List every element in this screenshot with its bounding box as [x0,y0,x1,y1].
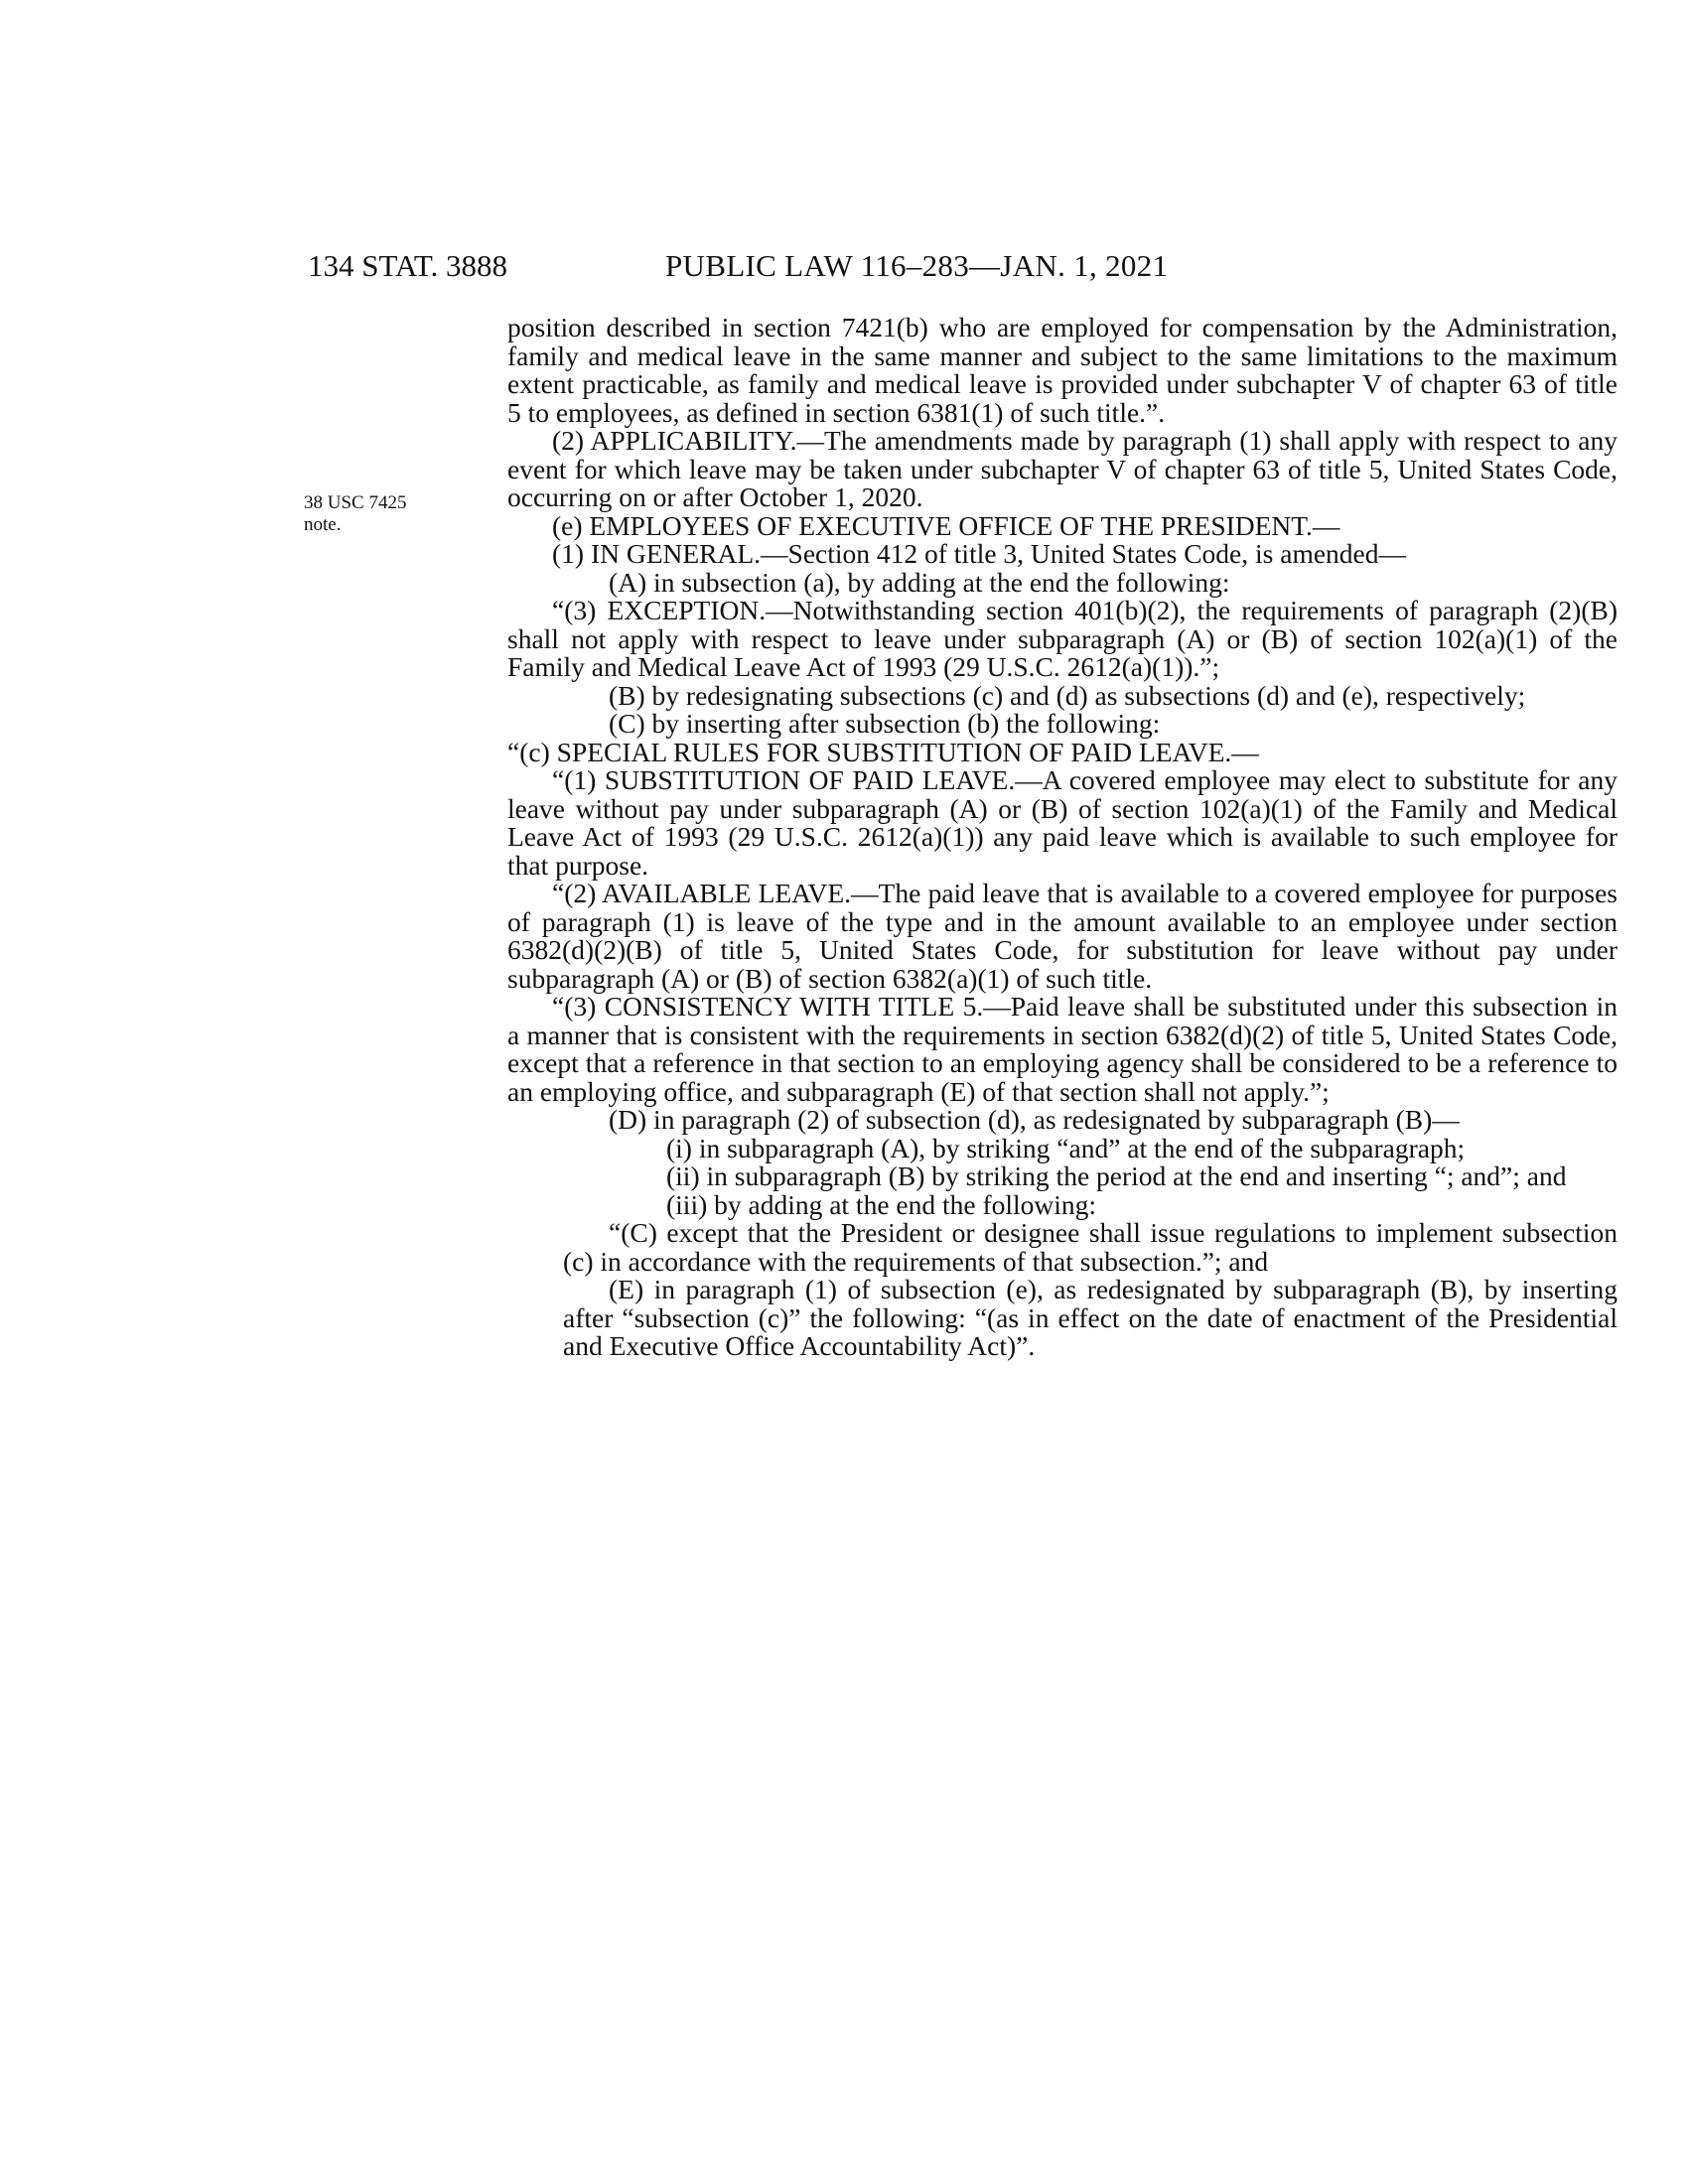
statute-page-number: 134 STAT. 3888 [308,248,508,283]
margin-citation-suffix: note. [304,514,342,535]
special-rules-heading: “(c) SPECIAL RULES FOR SUBSTITUTION OF PAID LEAVE.— [507,736,1259,767]
inserted-subparagraph-c: “(C) except that the President or designee shall issue regulations to implement subsection (c) in accordance with the requirements of that subsection.”; and [563,1217,1618,1277]
subsection-e-heading: (e) EMPLOYEES OF EXECUTIVE OFFICE OF THE PRESIDENT.— [552,509,1340,541]
paragraph-continuation: position described in section 7421(b) who are employed for compensation by the Administration, family and medical leave in the same manner and subject to the same limitations to the maximum extent practicable, as family and medical leave is provided under subchapter V of chapter 63 of title 5 to employees, as defined in section 6381(1) of such title.”. [507,312,1618,428]
page-header [0,246,1688,286]
margin-citation-line: 38 USC 7425 [304,492,407,513]
clause-i: (i) in subparagraph (A), by striking “and” at the end of the subparagraph; [666,1132,1466,1163]
subparagraph-e: (E) in paragraph (1) of subsection (e), as redesignated by subparagraph (B), by inserting after “subsection (c)” the following: “(as in effect on the date of enactment of the Presidential and Executive Office Accountability Act)”. [563,1274,1618,1361]
subparagraph-d: (D) in paragraph (2) of subsection (d), as redesignated by subparagraph (B)— [609,1104,1460,1135]
paragraph-in-general: (1) IN GENERAL.—Section 412 of title 3, United States Code, is amended— [552,538,1406,569]
subparagraph-b: (B) by redesignating subsections (c) and (d) as subsections (d) and (e), respectively; [609,679,1526,711]
paragraph-exception: “(3) EXCEPTION.—Notwithstanding section 401(b)(2), the requirements of paragraph (2)(B) shall not apply with respect to leave under subparagraph (A) or (B) of section 102(a)(1) of the Family and Medical Leave Act of 1993 (29 U.S.C. 2612(a)(1)).”; [507,595,1618,682]
public-law-title: PUBLIC LAW 116–283—JAN. 1, 2021 [665,248,1169,283]
paragraph-substitution: “(1) SUBSTITUTION OF PAID LEAVE.—A covered employee may elect to substitute for any leave without pay under subparagraph (A) or (B) of section 102(a)(1) of the Family and Medical Leave Act of 1993 (29 U.S.C. 2612(a)(1)) any paid leave which is available to such employee for that purpose. [507,764,1618,881]
clause-ii: (ii) in subparagraph (B) by striking the period at the end and inserting “; and”; and [666,1160,1567,1191]
paragraph-available-leave: “(2) AVAILABLE LEAVE.—The paid leave that is available to a covered employee for purposes of paragraph (1) is leave of the type and in the amount available to an employee under section 6382(d)(2)(B) of title 5, United States Code, for substitution for leave without pay under subparagraph (A) or (B) of section 6382(a)(1) of such title. [507,878,1618,994]
law-body-text [507,314,1618,1361]
paragraph-applicability: (2) APPLICABILITY.—The amendments made by paragraph (1) shall apply with respect to any event for which leave may be taken under subchapter V of chapter 63 of title 5, United States Code, occurring on or after October 1, 2020. [507,425,1618,512]
subparagraph-a: (A) in subsection (a), by adding at the end the following: [609,566,1230,598]
paragraph-consistency: “(3) CONSISTENCY WITH TITLE 5.—Paid leave shall be substituted under this subsection in a manner that is consistent with the requirements in section 6382(d)(2) of title 5, United States Code, except that a reference in that section to an employing agency shall be considered to be a reference to an employing office, and subparagraph (E) of that section shall not apply.”; [507,991,1618,1107]
margin-citation-note [304,492,443,536]
clause-iii: (iii) by adding at the end the following: [666,1188,1097,1220]
subparagraph-c: (C) by inserting after subsection (b) the following: [609,708,1161,739]
